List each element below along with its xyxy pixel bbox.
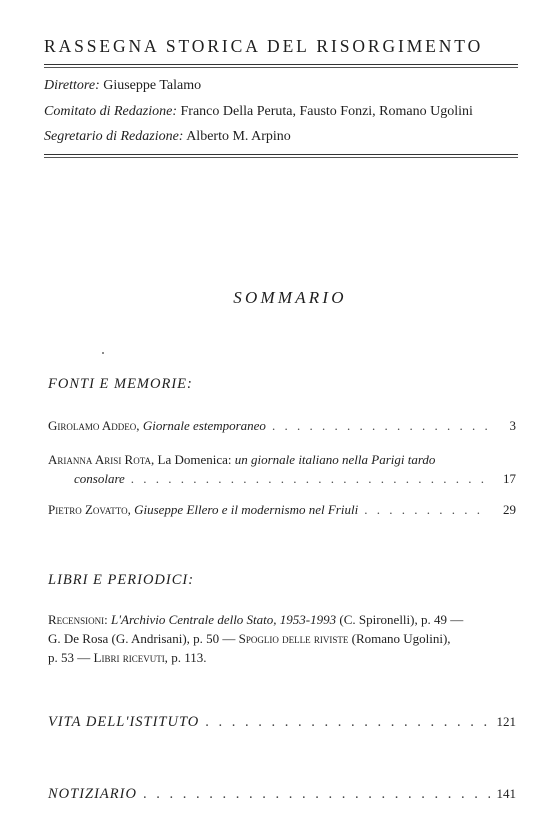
section-fonti-heading: FONTI E MEMORIE:	[48, 376, 193, 392]
libri-ricevuti-rest: p. 113.	[171, 650, 207, 665]
toc-entry-zovatto[interactable]	[48, 500, 516, 519]
leader-dots	[364, 500, 490, 519]
title-rule	[44, 64, 518, 65]
committee-label: Comitato di Redazione:	[44, 104, 177, 119]
entry-title-continued: consolare	[74, 471, 125, 486]
review-2: G. De Rosa (G. Andrisani), p. 50 —	[48, 631, 236, 646]
entry-page: 29	[503, 502, 516, 517]
committee-names: Franco Della Peruta, Fausto Fonzi, Romano Ugolini	[180, 104, 473, 119]
entry-title-prefix: La Domenica:	[157, 452, 232, 467]
spoglio-label: Spoglio delle riviste	[238, 631, 349, 646]
toc-entry-notiziario[interactable]	[48, 786, 516, 803]
entry-title: Giornale estemporaneo	[142, 418, 266, 433]
entry-page: 3	[509, 418, 516, 433]
secretary-name: Alberto M. Arpino	[186, 129, 291, 144]
leader-dots	[143, 786, 490, 803]
staff-rule	[44, 154, 518, 155]
leader-dots	[131, 469, 490, 488]
toc-entry-arisi-rota[interactable]	[48, 450, 516, 488]
leader-dots	[205, 714, 490, 731]
notiziario-label: NOTIZIARIO	[48, 786, 137, 802]
toc-title: SOMMARIO	[233, 288, 347, 307]
entry-title: Giuseppe Ellero e il modernismo nel Friuli	[134, 502, 359, 517]
director-line	[44, 78, 201, 94]
committee-line	[44, 104, 473, 120]
director-label: Direttore:	[44, 78, 100, 93]
entry-author: Arianna Arisi Rota,	[48, 452, 155, 467]
secretary-label: Segretario di Redazione:	[44, 129, 184, 144]
entry-author: Girolamo Addeo,	[48, 418, 140, 433]
review-label: Recensioni:	[48, 612, 108, 627]
vita-page: 121	[496, 714, 516, 729]
vita-label: VITA DELL'ISTITUTO	[48, 714, 200, 730]
spoglio-rest: (Romano Ugolini),	[351, 631, 451, 646]
review-1-rest: (C. Spironelli), p. 49 —	[339, 612, 464, 627]
line3-start: p. 53 —	[48, 650, 91, 665]
notiziario-page: 141	[496, 786, 516, 801]
toc-entry-vita[interactable]	[48, 714, 516, 731]
director-name: Giuseppe Talamo	[103, 78, 202, 93]
print-speck	[102, 352, 104, 354]
entry-title: un giornale italiano nella Parigi tardo	[234, 452, 436, 467]
toc-entry-addeo[interactable]	[48, 416, 516, 435]
libri-ricevuti-label: Libri ricevuti,	[93, 650, 168, 665]
review-1-title: L'Archivio Centrale dello Stato, 1953-1993	[111, 612, 337, 627]
section-libri-heading: LIBRI E PERIODICI:	[48, 572, 195, 588]
leader-dots	[272, 416, 490, 435]
entry-page: 17	[503, 471, 516, 486]
entry-author: Pietro Zovatto,	[48, 502, 131, 517]
reviews-paragraph	[48, 610, 518, 667]
journal-title: RASSEGNA STORICA DEL RISORGIMENTO	[44, 36, 484, 56]
secretary-line	[44, 129, 291, 145]
